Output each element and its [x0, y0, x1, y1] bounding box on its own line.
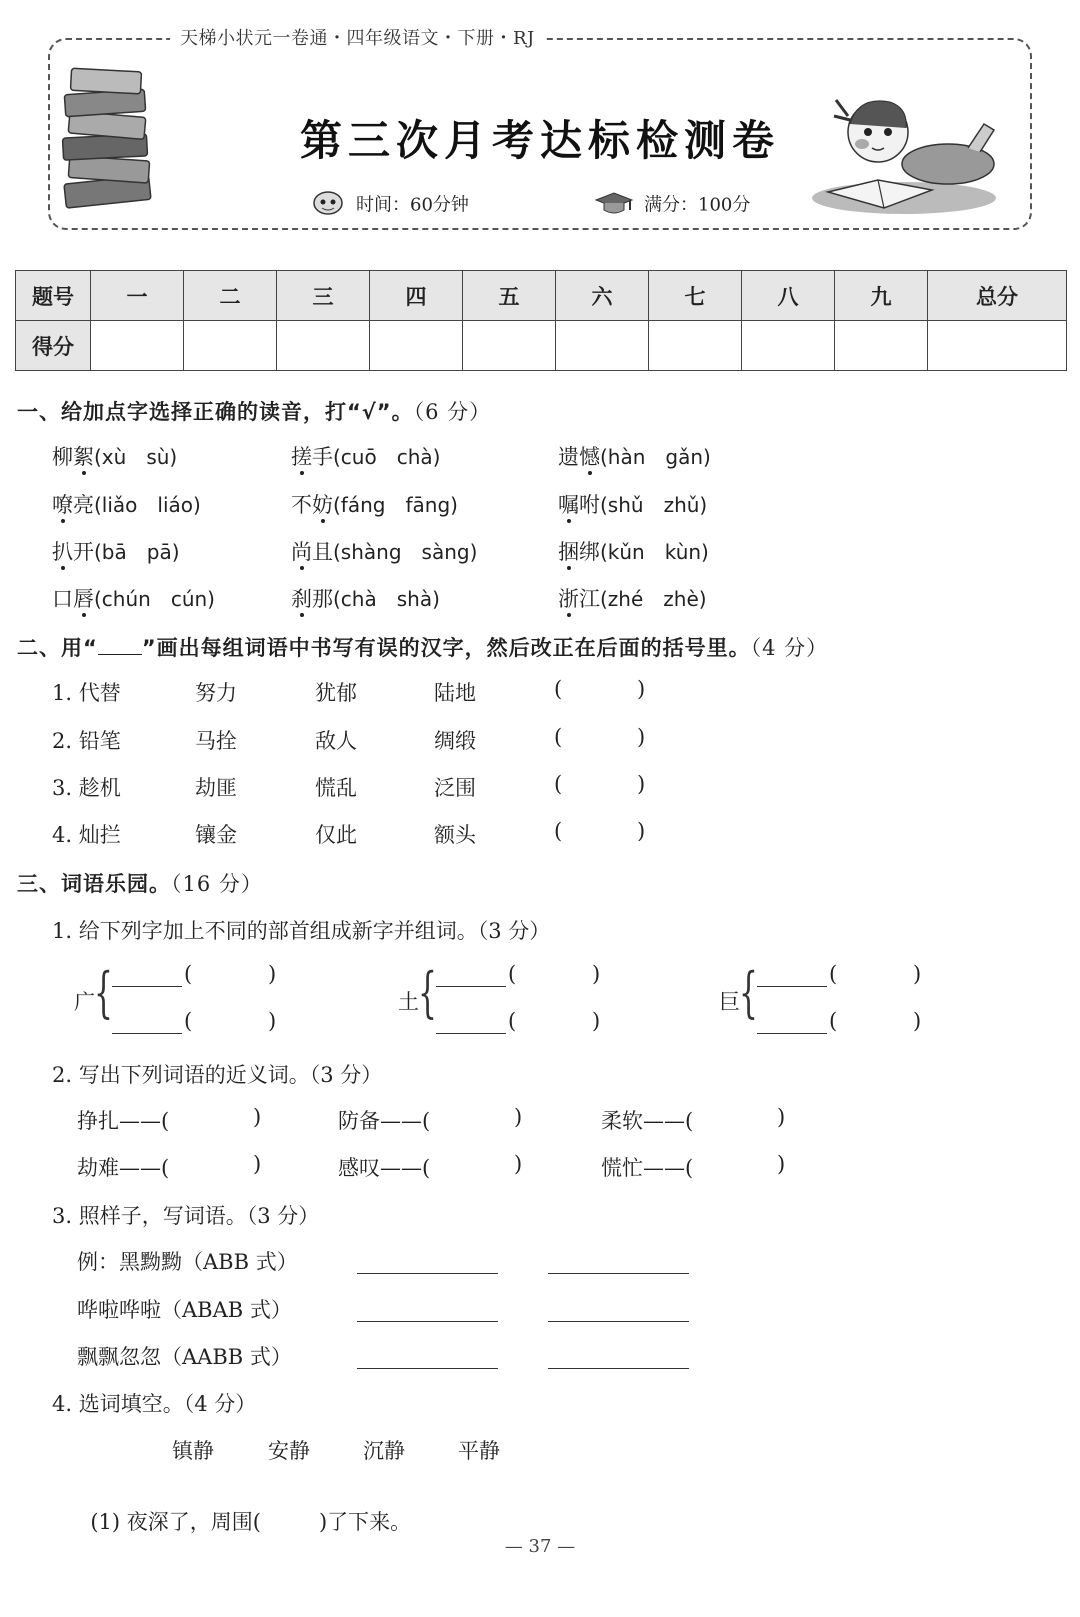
pattern-answer-line[interactable] [357, 1368, 498, 1369]
pattern-answer-line[interactable] [357, 1321, 498, 1322]
table-header-cell: 三 [277, 271, 370, 321]
q4-title: 4. 选词填空。（4 分） [52, 1392, 257, 1416]
dash-paren: ——( [119, 1109, 170, 1133]
numbered-word: 4. 灿拦 [52, 823, 121, 847]
score-cell[interactable] [742, 321, 835, 371]
answer-blank[interactable] [566, 772, 634, 798]
synonym-paren-close: ) [514, 1152, 523, 1176]
word-char: 开 [73, 540, 94, 564]
table-header-cell: 七 [649, 271, 742, 321]
synonym-paren-close: ) [514, 1105, 523, 1129]
dotted-char: 捆 [558, 540, 579, 564]
pattern-row-label: 例：黑黝黝（ABB 式） [77, 1250, 298, 1274]
synonym-paren-close: ) [777, 1152, 786, 1176]
series-label: 天梯小状元一卷通・四年级语文・下册・RJ [170, 24, 545, 50]
base-char: 巨 [719, 990, 740, 1014]
word: 陆地 [434, 681, 476, 705]
section-1-points: （6 分） [413, 400, 492, 424]
pattern-answer-line[interactable] [357, 1273, 498, 1274]
pinyin-item [558, 583, 707, 613]
dotted-char: 嘹 [52, 493, 73, 517]
table-header-cell: 九 [835, 271, 928, 321]
pinyin-item [52, 583, 215, 613]
word-char: 江 [579, 587, 600, 611]
pinyin-item [291, 536, 477, 566]
pinyin-options[interactable]: (chà shà) [333, 587, 440, 611]
synonym-source-word: 感叹 [338, 1156, 380, 1180]
dotted-char: 憾 [579, 445, 600, 469]
dotted-char: 扒 [52, 540, 73, 564]
section-1-title [17, 396, 491, 426]
word-option: 安静 [268, 1439, 310, 1463]
dotted-char: 刹 [291, 587, 312, 611]
synonym-blank[interactable] [185, 1152, 251, 1178]
q1-title: 1. 给下列字加上不同的部首组成新字并组词。（3 分） [52, 919, 551, 943]
word-paren-close: ) [592, 1009, 601, 1033]
new-char-blank[interactable] [757, 1033, 827, 1034]
new-char-blank[interactable] [436, 986, 506, 987]
section-2-title [17, 632, 828, 662]
dash-paren: ——( [119, 1156, 170, 1180]
section-2-title-post: ”画出每组词语中书写有误的汉字，然后改正在后面的括号里。 [141, 636, 751, 660]
synonym-source-word: 防备 [338, 1109, 380, 1133]
dotted-char: 妨 [312, 493, 333, 517]
synonym-source-word: 慌忙 [601, 1156, 643, 1180]
score-row-label: 得分 [16, 321, 91, 371]
table-header-cell: 八 [742, 271, 835, 321]
new-char-blank[interactable] [436, 1033, 506, 1034]
clock-icon [308, 190, 348, 221]
pinyin-item [52, 489, 201, 519]
word-paren-close: ) [592, 962, 601, 986]
word-char: 柳 [52, 445, 73, 469]
section-1-title-text: 一、给加点字选择正确的读音，打“√”。 [17, 400, 414, 424]
synonym-blank[interactable] [709, 1152, 775, 1178]
synonym-paren-close: ) [253, 1105, 262, 1129]
section-3-points: （16 分） [171, 872, 263, 896]
word-paren-open: ( [508, 962, 517, 986]
answer-paren-open: ( [554, 819, 563, 843]
synonym-blank[interactable] [709, 1105, 775, 1131]
score-table-score-row [16, 321, 1067, 371]
q4-sentence-1-post: )了下来。 [318, 1510, 412, 1534]
table-header-cell: 五 [463, 271, 556, 321]
word-paren-close: ) [268, 1009, 277, 1033]
full-score-label: 满分：100分 [644, 194, 751, 216]
score-table-header-row [16, 271, 1067, 321]
brace-icon: { [739, 961, 758, 1024]
answer-blank[interactable] [566, 677, 634, 703]
full-score-info [592, 190, 750, 221]
word-paren-open: ( [829, 962, 838, 986]
section-3-title [17, 868, 263, 898]
word-paren-open: ( [184, 962, 193, 986]
pinyin-options[interactable]: (liǎo liáo) [94, 493, 201, 517]
word: 绸缎 [434, 729, 476, 753]
score-cell[interactable] [463, 321, 556, 371]
synonym-word [338, 1105, 430, 1135]
pinyin-options[interactable]: (xù sù) [94, 445, 178, 469]
word-option: 镇静 [172, 1439, 214, 1463]
section-2-title-pre: 二、用“ [17, 636, 98, 660]
pinyin-item [291, 583, 440, 613]
synonym-word [77, 1152, 169, 1182]
numbered-word: 2. 铅笔 [52, 729, 121, 753]
word: 泛围 [434, 776, 476, 800]
new-char-blank[interactable] [112, 1033, 182, 1034]
section-3-title-text: 三、词语乐园。 [17, 872, 171, 896]
dotted-char: 浙 [558, 587, 579, 611]
word-char: 且 [312, 540, 333, 564]
time-label: 时间：60分钟 [356, 194, 469, 216]
score-cell[interactable] [928, 321, 1067, 371]
pinyin-options[interactable]: (bā pā) [94, 540, 180, 564]
score-cell[interactable] [835, 321, 928, 371]
synonym-word [601, 1152, 693, 1182]
word-option: 沉静 [363, 1439, 405, 1463]
pinyin-item [558, 536, 709, 566]
dotted-char: 搓 [291, 445, 312, 469]
pattern-answer-line[interactable] [548, 1368, 689, 1369]
brace-icon: { [94, 961, 113, 1024]
synonym-word [338, 1152, 430, 1182]
synonym-source-word: 挣扎 [77, 1109, 119, 1133]
synonym-word [601, 1105, 693, 1135]
exam-title: 第三次月考达标检测卷 [299, 116, 780, 165]
dotted-char: 絮 [73, 445, 94, 469]
synonym-blank[interactable] [446, 1152, 512, 1178]
answer-paren-close: ) [637, 772, 646, 796]
brace-icon: { [418, 961, 437, 1024]
score-cell[interactable] [184, 321, 277, 371]
word-char: 遗 [558, 445, 579, 469]
pinyin-item [558, 489, 707, 519]
dotted-char: 唇 [73, 587, 94, 611]
pattern-row-label: 哗啦哗啦（ABAB 式） [77, 1298, 292, 1322]
pattern-row-label: 飘飘忽忽（AABB 式） [77, 1345, 292, 1369]
answer-paren-open: ( [554, 677, 563, 701]
word: 镶金 [195, 823, 237, 847]
word-paren-open: ( [829, 1009, 838, 1033]
dash-paren: ——( [380, 1109, 431, 1133]
score-cell[interactable] [556, 321, 649, 371]
word-char: 手 [312, 445, 333, 469]
score-cell[interactable] [370, 321, 463, 371]
answer-paren-open: ( [554, 725, 563, 749]
word-char: 咐 [579, 493, 600, 517]
word-paren-close: ) [913, 1009, 922, 1033]
word-paren-close: ) [913, 962, 922, 986]
word-char: 那 [312, 587, 333, 611]
table-header-cell: 一 [91, 271, 184, 321]
section-2-points: （4 分） [750, 636, 829, 660]
graduation-cap-icon [592, 190, 636, 221]
word-paren-close: ) [268, 962, 277, 986]
word-option: 平静 [458, 1439, 500, 1463]
pinyin-options[interactable]: (hàn gǎn) [600, 445, 711, 469]
dash-paren: ——( [643, 1156, 694, 1180]
new-char-blank[interactable] [112, 986, 182, 987]
answer-paren-close: ) [637, 677, 646, 701]
q4-sentence-1 [77, 1482, 411, 1536]
word: 仅此 [315, 823, 357, 847]
pinyin-options[interactable]: (chún cún) [94, 587, 215, 611]
pinyin-options[interactable]: (shǔ zhǔ) [600, 493, 708, 517]
synonym-blank[interactable] [446, 1105, 512, 1131]
page-number: — 37 — [504, 1536, 576, 1557]
numbered-word: 3. 趁机 [52, 776, 121, 800]
synonym-word [77, 1105, 169, 1135]
time-info [308, 190, 469, 221]
q3-title: 3. 照样子，写词语。（3 分） [52, 1204, 320, 1228]
underline-sample [98, 654, 142, 655]
pattern-answer-line[interactable] [548, 1273, 689, 1274]
pinyin-options[interactable]: (zhé zhè) [600, 587, 707, 611]
q2-title: 2. 写出下列词语的近义词。（3 分） [52, 1063, 383, 1087]
pattern-answer-line[interactable] [548, 1321, 689, 1322]
synonym-blank[interactable] [185, 1105, 251, 1131]
synonym-source-word: 柔软 [601, 1109, 643, 1133]
word-paren-open: ( [184, 1009, 193, 1033]
answer-paren-close: ) [637, 819, 646, 843]
dotted-char: 尚 [291, 540, 312, 564]
answer-paren-open: ( [554, 772, 563, 796]
dash-paren: ——( [643, 1109, 694, 1133]
word-char: 绑 [579, 540, 600, 564]
word-char: 不 [291, 493, 312, 517]
new-char-blank[interactable] [757, 986, 827, 987]
score-cell[interactable] [649, 321, 742, 371]
dotted-char: 嘱 [558, 493, 579, 517]
numbered-word: 1. 代替 [52, 681, 121, 705]
pinyin-options[interactable]: (fáng fāng) [333, 493, 458, 517]
table-header-cell: 六 [556, 271, 649, 321]
score-table [15, 270, 1067, 371]
pinyin-item [558, 441, 711, 471]
answer-blank[interactable] [566, 819, 634, 845]
synonym-paren-close: ) [777, 1105, 786, 1129]
answer-blank[interactable] [566, 725, 634, 751]
word: 敌人 [315, 729, 357, 753]
word: 犹郁 [315, 681, 357, 705]
synonym-paren-close: ) [253, 1152, 262, 1176]
table-header-cell: 四 [370, 271, 463, 321]
synonym-source-word: 劫难 [77, 1156, 119, 1180]
pinyin-options[interactable]: (shàng sàng) [333, 540, 478, 564]
word: 马拴 [195, 729, 237, 753]
word-paren-open: ( [508, 1009, 517, 1033]
pinyin-item [52, 441, 177, 471]
q4-sentence-1-pre: (1) 夜深了，周围( [90, 1510, 261, 1534]
pinyin-item [291, 489, 458, 519]
pinyin-item [52, 536, 180, 566]
word: 慌乱 [315, 776, 357, 800]
table-header-cell: 二 [184, 271, 277, 321]
word-char: 亮 [73, 493, 94, 517]
word: 额头 [434, 823, 476, 847]
dash-paren: ——( [380, 1156, 431, 1180]
pinyin-options[interactable]: (kǔn kùn) [600, 540, 709, 564]
word: 劫匪 [195, 776, 237, 800]
score-cell[interactable] [91, 321, 184, 371]
pinyin-options[interactable]: (cuō chà) [333, 445, 441, 469]
base-char: 广 [74, 990, 95, 1014]
table-header-cell: 总分 [928, 271, 1067, 321]
table-header-cell: 题号 [16, 271, 91, 321]
base-char: 土 [398, 990, 419, 1014]
pinyin-item [291, 441, 440, 471]
word: 努力 [195, 681, 237, 705]
word-char: 口 [52, 587, 73, 611]
score-cell[interactable] [277, 321, 370, 371]
answer-paren-close: ) [637, 725, 646, 749]
